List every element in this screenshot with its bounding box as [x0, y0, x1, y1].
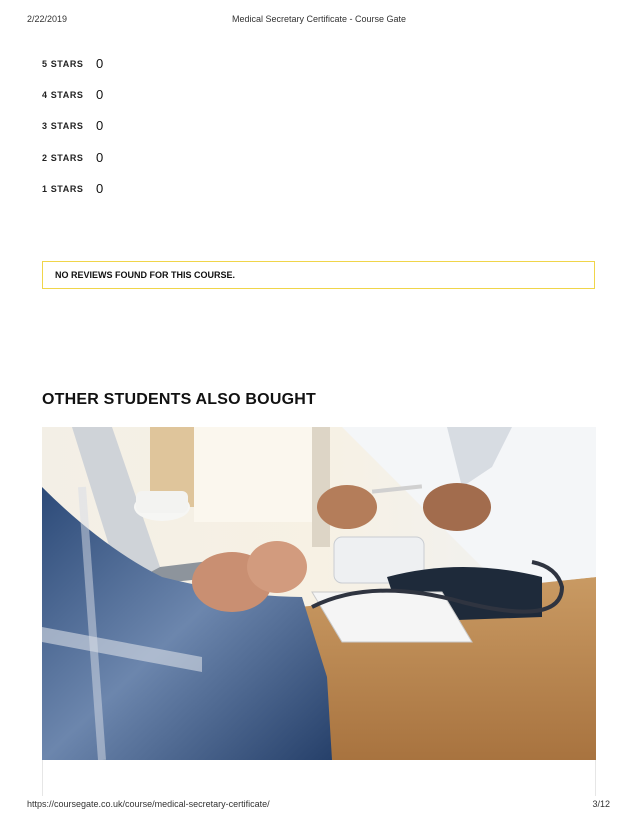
rating-row-1 [42, 181, 103, 212]
rating-row-5 [42, 56, 103, 87]
rating-label: 5 STARS [42, 59, 84, 69]
rating-count: 0 [96, 180, 104, 196]
related-section-title: OTHER STUDENTS ALSO BOUGHT [42, 391, 316, 408]
rating-count: 0 [96, 87, 104, 103]
related-course-card [42, 760, 596, 796]
print-title: Medical Secretary Certificate - Course Gate [231, 14, 407, 24]
rating-row-2 [42, 150, 103, 181]
rating-breakdown [42, 56, 103, 212]
related-course-image[interactable] [42, 427, 596, 760]
rating-label: 3 STARS [42, 121, 84, 132]
rating-label: 4 STARS [42, 90, 84, 101]
rating-count: 0 [96, 56, 104, 71]
rating-count: 0 [96, 149, 104, 165]
no-reviews-notice [42, 261, 595, 289]
print-url: https://coursegate.co.uk/course/medical-secretary-certificate/ [27, 799, 270, 809]
rating-row-3 [42, 118, 103, 149]
rating-label: 1 STARS [42, 183, 84, 194]
page-number: 3/12 [592, 799, 610, 809]
rating-row-4 [42, 87, 103, 118]
rating-count: 0 [96, 118, 104, 134]
rating-label: 2 STARS [42, 152, 84, 163]
doctor-patient-photo-icon [42, 427, 596, 760]
print-date: 2/22/2019 [27, 14, 68, 24]
no-reviews-text: NO REVIEWS FOUND FOR THIS COURSE. [55, 270, 236, 280]
